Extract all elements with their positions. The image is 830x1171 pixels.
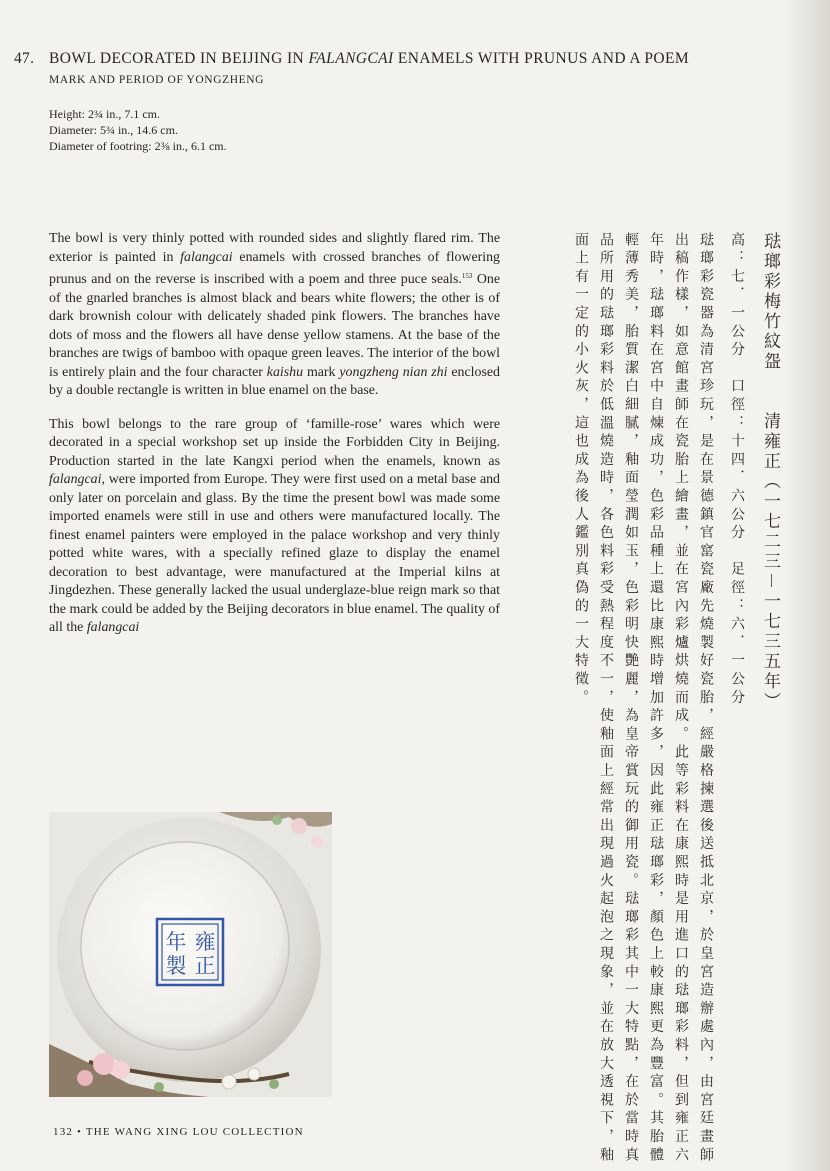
entry-number: 47.: [14, 50, 35, 67]
blossom-shape: [311, 836, 323, 848]
leaf-shape: [272, 815, 282, 825]
leaf-shape: [269, 1079, 279, 1089]
mark-char-yong: 雍: [194, 930, 216, 954]
blossom-shape: [93, 1053, 115, 1075]
blossom-shape: [248, 1068, 260, 1080]
footnote-ref: 153: [461, 272, 473, 280]
blossom-shape: [77, 1070, 93, 1086]
mark-char-zhi: 製: [165, 954, 187, 978]
footring-dimension: Diameter of footring: 2⅜ in., 6.1 cm.: [49, 139, 227, 153]
diameter-dimension: Diameter: 5¾ in., 14.6 cm.: [49, 123, 178, 137]
mark-char-nian: 年: [165, 930, 187, 954]
entry-subtitle: MARK AND PERIOD OF YONGZHENG: [49, 74, 265, 86]
entry-title: BOWL DECORATED IN BEIJING IN FALANGCAI ENAMELS WITH PRUNUS AND A POEM: [49, 50, 690, 67]
leaf-shape: [154, 1082, 164, 1092]
description-paragraph-2: This bowl belongs to the rare group of ‘famille-rose’ wares which were decorated in a special workshop set up inside the Forbidden City in Beijing. Production started in the late Kangxi period when the enamels, known as falangcai, were imported from Europe. They were first used on a metal base and only later on porcelain and glass. By the time the present bowl was made some imported enamels were still in use and others were manufactured locally. The finest enamel painters were employed in the palace workshop and very thinly potted white wares, with a specially refined glaze to display the enamel decoration to best advantage, were manufactured at the Imperial kilns at Jingdezhen. These generally lacked the usual underglaze-blue reign mark so that the mark could be added by the Beijing decorators in blue enamel. The quality of all the falangcai: [49, 416, 500, 635]
height-dimension: Height: 2¾ in., 7.1 cm.: [49, 107, 160, 121]
page-gutter-shadow: [784, 0, 830, 1171]
dimensions-list: [49, 106, 227, 154]
chinese-paragraph: 琺瑯彩瓷器為清宮珍玩，是在景德鎮官窰瓷廠先燒製好瓷胎，經嚴格揀選後送抵北京，於皇宮造辦處內，由宮廷畫師出稿作樣，如意館畫師在瓷胎上繪畫，並在宮內彩爐烘燒而成。此等彩料在康熙時是用進口的琺瑯彩料，但到雍正六年時，琺瑯料在宮中自煉成功，色彩品種上還比康熙時增加許多，因此雍正琺瑯彩，顏色上較康熙更為豐富。其胎體輕薄秀美，胎質潔白細膩，釉面瑩潤如玉，色彩明快艷麗，為皇帝賞玩的御用瓷。琺瑯彩其中一大特點，在於當時真品所用的琺瑯彩料於低溫燒造時，各色料彩受熱程度不一，使釉面上經常出現過火起泡之現象，並在放大透視下，釉面上有一定的小火灰，這也成為後人鑑別真偽的一大特徵。: [573, 232, 714, 1166]
bowl-illustration: [49, 812, 332, 1097]
chinese-dimensions: 高：七．一公分 口徑：十四．六公分 足徑：六．一公分: [729, 232, 745, 708]
page-footer: 132 • THE WANG XING LOU COLLECTION: [53, 1126, 304, 1138]
blossom-shape: [222, 1075, 236, 1089]
mark-char-zheng: 正: [194, 954, 216, 978]
chinese-description: [568, 232, 782, 1171]
bowl-base-photo: [49, 812, 332, 1097]
blossom-shape: [112, 1061, 130, 1079]
english-description: [49, 230, 500, 638]
description-paragraph-1: The bowl is very thinly potted with rounded sides and slightly flared rim. The exterior is painted in falangcai enamels with crossed branches of flowering prunus and on the reverse is inscribed with a poem and three puce seals.$^{153}$ One of the gnarled branches is almost black and bears white flowers; the other is of dark brownish colour with delicately shaded pink flowers. The branches have dots of moss and the flowers all have dense yellow stamens. At the base of the branches are twigs of bamboo with opaque green leaves. The interior of the bowl is entirely plain and the four character kaishu mark yongzheng nian zhi enclosed by a double rectangle is written in blue enamel on the base.: [49, 231, 500, 398]
chinese-title: 琺瑯彩梅竹紋盌 清雍正（一七二三－一七三五年）: [760, 232, 780, 712]
blossom-shape: [291, 818, 307, 834]
